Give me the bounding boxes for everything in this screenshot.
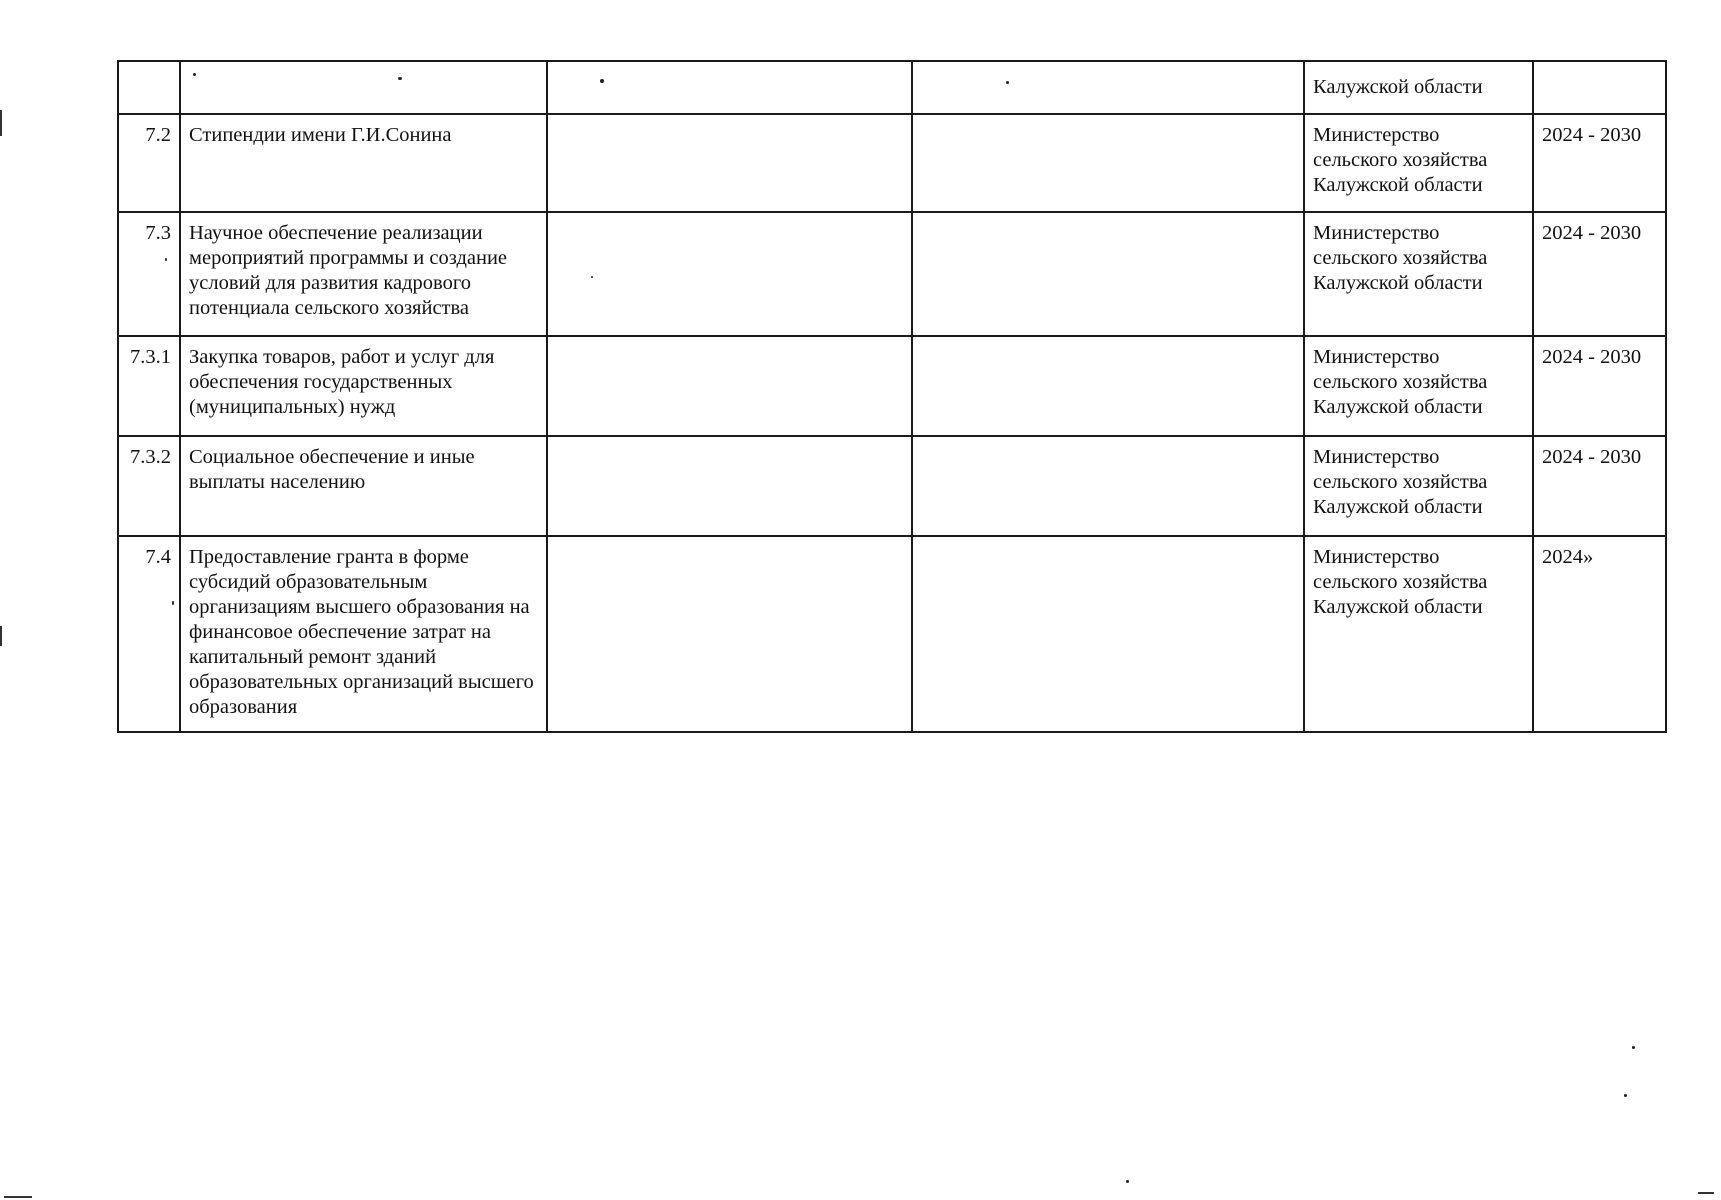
scan-edge-mark [1698,1192,1714,1194]
empty-cell [912,436,1304,536]
empty-cell [912,212,1304,336]
empty-cell [547,61,912,114]
measure-name-cell: Стипендии имени Г.И.Сонина [180,114,547,212]
measure-name-cell: Закупка товаров, работ и услуг для обеспечения государственных (муниципальных) нужд [180,336,547,436]
measure-name-cell: Социальное обеспечение и иные выплаты населению [180,436,547,536]
empty-cell [912,536,1304,732]
scan-speck [398,77,402,80]
table-row [118,436,1666,536]
row-number-cell: 7.3.1 [118,336,180,436]
table-row [118,212,1666,336]
empty-cell [547,536,912,732]
executor-cell: Калужской области [1304,61,1533,114]
measure-name-cell: Предоставление гранта в форме субсидий образовательным организациям высшего образования на финансовое обеспечение затрат на капитальный ремонт зданий образовательных организаций высшего образования [180,536,547,732]
scan-speck [1624,1094,1627,1097]
period-cell: 2024 - 2030 [1533,336,1666,436]
scan-speck [1126,1180,1129,1183]
executor-cell: Министерство сельского хозяйства Калужской области [1304,212,1533,336]
row-number-cell: 7.4 [118,536,180,732]
scan-edge-mark [0,110,2,136]
scan-edge-mark [4,1196,32,1198]
scan-speck [193,73,196,76]
period-cell: 2024 - 2030 [1533,436,1666,536]
empty-cell [547,114,912,212]
executor-cell: Министерство сельского хозяйства Калужской области [1304,536,1533,732]
period-cell: 2024 - 2030 [1533,212,1666,336]
table-row [118,336,1666,436]
measure-name-cell [180,61,547,114]
executor-cell: Министерство сельского хозяйства Калужской области [1304,114,1533,212]
empty-cell [912,61,1304,114]
row-number-cell: 7.2 [118,114,180,212]
period-cell: 2024 - 2030 [1533,114,1666,212]
scan-speck [591,276,593,278]
empty-cell [547,212,912,336]
executor-cell: Министерство сельского хозяйства Калужской области [1304,436,1533,536]
scan-speck [172,601,174,605]
row-number-cell [118,61,180,114]
scan-speck [1632,1046,1635,1049]
measures-table [117,60,1667,733]
period-cell: 2024» [1533,536,1666,732]
measure-name-cell: Научное обеспечение реализации мероприятий программы и создание условий для развития кадрового потенциала сельского хозяйства [180,212,547,336]
scan-speck [1006,81,1009,84]
scan-speck [600,79,604,83]
table-row [118,61,1666,114]
empty-cell [547,336,912,436]
empty-cell [912,114,1304,212]
period-cell [1533,61,1666,114]
row-number-cell: 7.3 [118,212,180,336]
table-row [118,114,1666,212]
scan-edge-mark [0,626,2,646]
scan-speck [165,258,167,261]
row-number-cell: 7.3.2 [118,436,180,536]
empty-cell [547,436,912,536]
empty-cell [912,336,1304,436]
table-row [118,536,1666,732]
executor-cell: Министерство сельского хозяйства Калужской области [1304,336,1533,436]
